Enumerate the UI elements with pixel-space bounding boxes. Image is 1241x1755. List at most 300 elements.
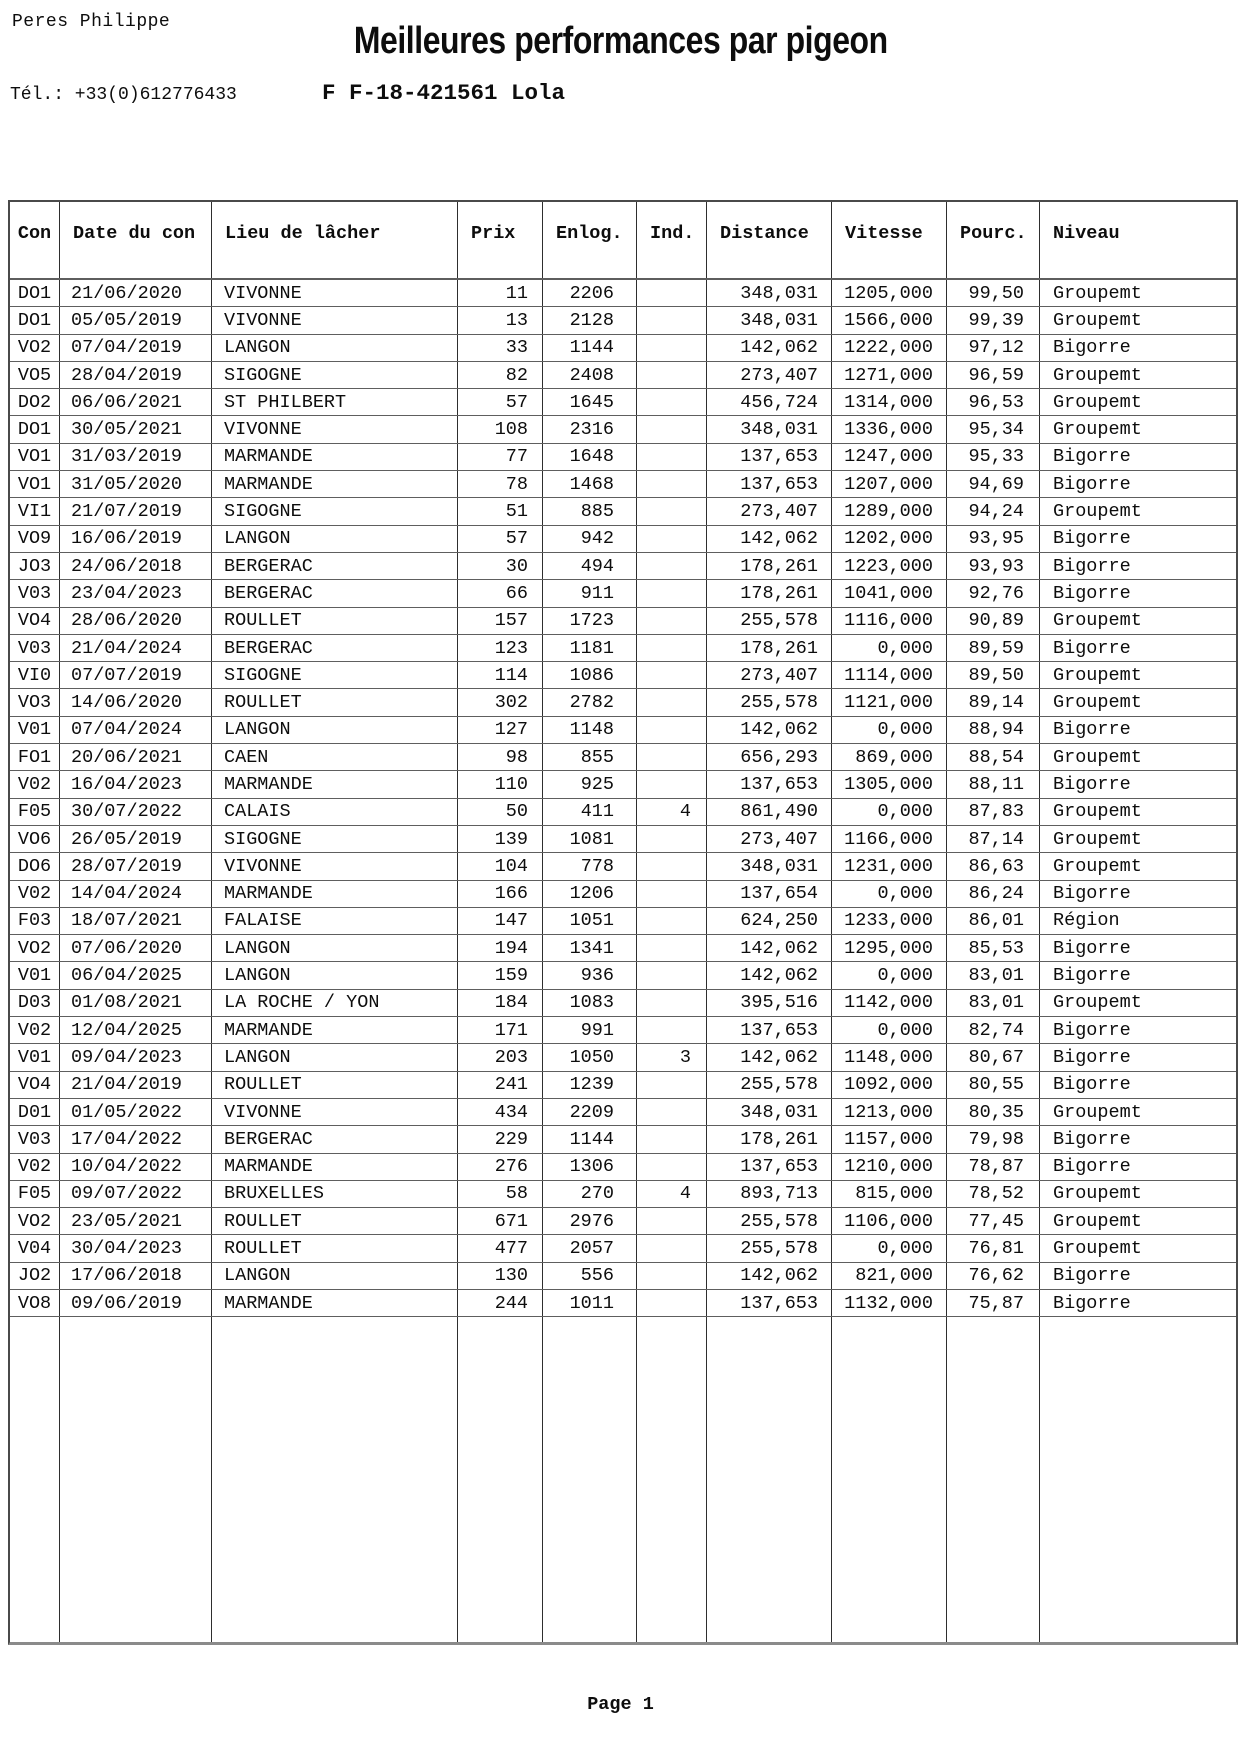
- cell-enlog: 1648: [543, 444, 637, 470]
- cell-lieu: SIGOGNE: [212, 662, 458, 688]
- cell-prix: 671: [458, 1208, 543, 1234]
- cell-date: 17/06/2018: [60, 1263, 212, 1289]
- header-cell-niveau: Niveau: [1053, 223, 1120, 244]
- cell-con: V02: [10, 881, 60, 907]
- cell-con: DO1: [10, 307, 60, 333]
- cell-vitesse: 1314,000: [832, 389, 947, 415]
- cell-lieu: VIVONNE: [212, 280, 458, 306]
- cell-pourc: 78,52: [947, 1181, 1040, 1207]
- cell-vitesse: 1233,000: [832, 908, 947, 934]
- cell-enlog: 2408: [543, 362, 637, 388]
- cell-prix: 130: [458, 1263, 543, 1289]
- cell-distance: 348,031: [707, 416, 832, 442]
- cell-niveau: Groupemt: [1053, 664, 1142, 686]
- cell-con: FO1: [10, 744, 60, 770]
- cell-lieu: VIVONNE: [212, 416, 458, 442]
- cell-vitesse: 1092,000: [832, 1072, 947, 1098]
- cell-vitesse: 1205,000: [832, 280, 947, 306]
- cell-ind: [637, 1208, 707, 1234]
- cell-ind: 3: [637, 1044, 707, 1070]
- cell-date: 21/04/2024: [60, 635, 212, 661]
- cell-prix: 166: [458, 881, 543, 907]
- cell-enlog: 925: [543, 771, 637, 797]
- cell-date: 24/06/2018: [60, 553, 212, 579]
- cell-con: VO3: [10, 689, 60, 715]
- table-row: [10, 526, 1236, 553]
- table-empty-area: [10, 1317, 1236, 1642]
- empty-cell-ind: [637, 1317, 707, 1642]
- cell-niveau: Bigorre: [1053, 965, 1131, 987]
- cell-con: VI1: [10, 498, 60, 524]
- cell-pourc: 76,81: [947, 1235, 1040, 1261]
- cell-distance: 142,062: [707, 335, 832, 361]
- cell-niveau: Bigorre: [1053, 1019, 1131, 1041]
- cell-vitesse: 821,000: [832, 1263, 947, 1289]
- cell-ind: [637, 689, 707, 715]
- cell-vitesse: 1207,000: [832, 471, 947, 497]
- cell-pourc: 89,59: [947, 635, 1040, 661]
- table-row: [10, 580, 1236, 607]
- cell-pourc: 88,11: [947, 771, 1040, 797]
- cell-pourc: 86,01: [947, 908, 1040, 934]
- cell-enlog: 885: [543, 498, 637, 524]
- cell-prix: 123: [458, 635, 543, 661]
- cell-distance: 137,654: [707, 881, 832, 907]
- table-row: [10, 990, 1236, 1017]
- cell-niveau: Groupemt: [1053, 501, 1142, 523]
- cell-con: JO3: [10, 553, 60, 579]
- cell-lieu: BERGERAC: [212, 635, 458, 661]
- cell-vitesse: 0,000: [832, 1235, 947, 1261]
- empty-cell-enlog: [543, 1317, 637, 1642]
- cell-niveau: Groupemt: [1053, 1238, 1142, 1260]
- cell-pourc: 82,74: [947, 1017, 1040, 1043]
- cell-vitesse: 1222,000: [832, 335, 947, 361]
- cell-niveau: Groupemt: [1053, 1183, 1142, 1205]
- cell-date: 28/07/2019: [60, 853, 212, 879]
- cell-date: 18/07/2021: [60, 908, 212, 934]
- cell-enlog: 1723: [543, 608, 637, 634]
- cell-distance: 456,724: [707, 389, 832, 415]
- header-cell-pourc: Pourc.: [947, 202, 1040, 278]
- cell-pourc: 83,01: [947, 962, 1040, 988]
- cell-lieu: LA ROCHE / YON: [212, 990, 458, 1016]
- page-title: Meilleures performances par pigeon: [353, 20, 888, 62]
- cell-lieu: BRUXELLES: [212, 1181, 458, 1207]
- cell-date: 09/07/2022: [60, 1181, 212, 1207]
- cell-enlog: 270: [543, 1181, 637, 1207]
- table-row: [10, 1099, 1236, 1126]
- cell-pourc: 80,55: [947, 1072, 1040, 1098]
- cell-lieu: MARMANDE: [212, 1154, 458, 1180]
- cell-pourc: 78,87: [947, 1154, 1040, 1180]
- cell-date: 16/06/2019: [60, 526, 212, 552]
- cell-con: F05: [10, 799, 60, 825]
- cell-vitesse: 1202,000: [832, 526, 947, 552]
- cell-prix: 58: [458, 1181, 543, 1207]
- cell-ind: [637, 853, 707, 879]
- cell-date: 30/04/2023: [60, 1235, 212, 1261]
- cell-pourc: 86,24: [947, 881, 1040, 907]
- cell-ind: [637, 662, 707, 688]
- cell-prix: 159: [458, 962, 543, 988]
- cell-vitesse: 1121,000: [832, 689, 947, 715]
- cell-con: VO4: [10, 1072, 60, 1098]
- cell-date: 07/04/2024: [60, 717, 212, 743]
- table-row: [10, 1017, 1236, 1044]
- cell-ind: [637, 1263, 707, 1289]
- cell-con: VO1: [10, 471, 60, 497]
- table-row: [10, 416, 1236, 443]
- cell-pourc: 94,69: [947, 471, 1040, 497]
- cell-lieu: MARMANDE: [212, 444, 458, 470]
- table-row: [10, 389, 1236, 416]
- cell-lieu: MARMANDE: [212, 471, 458, 497]
- cell-enlog: 1144: [543, 335, 637, 361]
- empty-cell-distance: [707, 1317, 832, 1642]
- cell-distance: 348,031: [707, 853, 832, 879]
- cell-vitesse: 1041,000: [832, 580, 947, 606]
- cell-enlog: 1148: [543, 717, 637, 743]
- cell-con: DO1: [10, 416, 60, 442]
- cell-niveau: Bigorre: [1053, 1265, 1131, 1287]
- header-cell-vitesse: Vitesse: [832, 202, 947, 278]
- cell-niveau: Groupemt: [1053, 855, 1142, 877]
- cell-con: V01: [10, 1044, 60, 1070]
- cell-prix: 13: [458, 307, 543, 333]
- cell-enlog: 1239: [543, 1072, 637, 1098]
- cell-lieu: LANGON: [212, 335, 458, 361]
- table-row: [10, 1181, 1236, 1208]
- cell-ind: [637, 280, 707, 306]
- cell-date: 10/04/2022: [60, 1154, 212, 1180]
- cell-distance: 893,713: [707, 1181, 832, 1207]
- owner-name: Peres Philippe: [12, 12, 171, 32]
- table-row: [10, 635, 1236, 662]
- cell-vitesse: 0,000: [832, 717, 947, 743]
- cell-niveau: Bigorre: [1053, 937, 1131, 959]
- cell-date: 09/06/2019: [60, 1290, 212, 1316]
- cell-enlog: 1645: [543, 389, 637, 415]
- cell-enlog: 2209: [543, 1099, 637, 1125]
- cell-enlog: 1051: [543, 908, 637, 934]
- cell-date: 31/03/2019: [60, 444, 212, 470]
- cell-niveau: Bigorre: [1053, 637, 1131, 659]
- table-row: [10, 444, 1236, 471]
- cell-distance: 273,407: [707, 826, 832, 852]
- cell-con: VO5: [10, 362, 60, 388]
- cell-ind: 4: [637, 1181, 707, 1207]
- empty-cell-lieu: [212, 1317, 458, 1642]
- cell-lieu: MARMANDE: [212, 771, 458, 797]
- cell-date: 30/05/2021: [60, 416, 212, 442]
- cell-distance: 395,516: [707, 990, 832, 1016]
- empty-cell-vitesse: [832, 1317, 947, 1642]
- cell-enlog: 1468: [543, 471, 637, 497]
- cell-niveau: Groupemt: [1053, 419, 1142, 441]
- cell-niveau: Groupemt: [1053, 1210, 1142, 1232]
- cell-prix: 114: [458, 662, 543, 688]
- cell-enlog: 1206: [543, 881, 637, 907]
- cell-ind: [637, 1099, 707, 1125]
- table-row: [10, 744, 1236, 771]
- cell-niveau: Bigorre: [1053, 473, 1131, 495]
- cell-distance: 142,062: [707, 962, 832, 988]
- cell-enlog: 556: [543, 1263, 637, 1289]
- table-row: [10, 498, 1236, 525]
- cell-ind: [637, 1235, 707, 1261]
- cell-enlog: 2976: [543, 1208, 637, 1234]
- cell-distance: 137,653: [707, 444, 832, 470]
- cell-prix: 203: [458, 1044, 543, 1070]
- cell-vitesse: 1289,000: [832, 498, 947, 524]
- cell-lieu: MARMANDE: [212, 1017, 458, 1043]
- cell-prix: 51: [458, 498, 543, 524]
- cell-lieu: ROULLET: [212, 608, 458, 634]
- cell-enlog: 494: [543, 553, 637, 579]
- table-row: [10, 471, 1236, 498]
- cell-niveau: Bigorre: [1053, 1292, 1131, 1314]
- cell-date: 21/07/2019: [60, 498, 212, 524]
- cell-vitesse: 1132,000: [832, 1290, 947, 1316]
- cell-date: 30/07/2022: [60, 799, 212, 825]
- cell-pourc: 75,87: [947, 1290, 1040, 1316]
- table-row: [10, 608, 1236, 635]
- header-cell-con: Con: [10, 202, 60, 278]
- cell-prix: 110: [458, 771, 543, 797]
- cell-pourc: 85,53: [947, 935, 1040, 961]
- cell-pourc: 92,76: [947, 580, 1040, 606]
- cell-enlog: 1011: [543, 1290, 637, 1316]
- cell-con: VO2: [10, 935, 60, 961]
- table-row: [10, 853, 1236, 880]
- cell-pourc: 96,59: [947, 362, 1040, 388]
- cell-niveau: Groupemt: [1053, 746, 1142, 768]
- cell-lieu: MARMANDE: [212, 1290, 458, 1316]
- cell-date: 05/05/2019: [60, 307, 212, 333]
- cell-niveau: Groupemt: [1053, 282, 1142, 304]
- table-row: [10, 935, 1236, 962]
- cell-ind: [637, 335, 707, 361]
- cell-con: DO6: [10, 853, 60, 879]
- cell-prix: 98: [458, 744, 543, 770]
- cell-lieu: BERGERAC: [212, 580, 458, 606]
- cell-prix: 244: [458, 1290, 543, 1316]
- cell-ind: [637, 1017, 707, 1043]
- cell-distance: 142,062: [707, 717, 832, 743]
- cell-distance: 137,653: [707, 1290, 832, 1316]
- cell-pourc: 99,39: [947, 307, 1040, 333]
- cell-date: 16/04/2023: [60, 771, 212, 797]
- cell-enlog: 1306: [543, 1154, 637, 1180]
- cell-con: F05: [10, 1181, 60, 1207]
- cell-ind: [637, 881, 707, 907]
- header-cell-lieu: Lieu de lâcher: [212, 202, 458, 278]
- cell-pourc: 87,83: [947, 799, 1040, 825]
- cell-ind: [637, 1126, 707, 1152]
- cell-con: D03: [10, 990, 60, 1016]
- cell-lieu: LANGON: [212, 935, 458, 961]
- cell-prix: 77: [458, 444, 543, 470]
- cell-niveau: Bigorre: [1053, 528, 1131, 550]
- cell-prix: 66: [458, 580, 543, 606]
- cell-prix: 11: [458, 280, 543, 306]
- cell-distance: 255,578: [707, 1072, 832, 1098]
- cell-vitesse: 1247,000: [832, 444, 947, 470]
- cell-ind: [637, 990, 707, 1016]
- cell-lieu: SIGOGNE: [212, 498, 458, 524]
- cell-enlog: 1086: [543, 662, 637, 688]
- cell-lieu: CALAIS: [212, 799, 458, 825]
- cell-enlog: 2057: [543, 1235, 637, 1261]
- table-row: [10, 1263, 1236, 1290]
- performance-table: [8, 200, 1238, 1645]
- cell-pourc: 79,98: [947, 1126, 1040, 1152]
- cell-distance: 255,578: [707, 608, 832, 634]
- cell-lieu: MARMANDE: [212, 881, 458, 907]
- cell-date: 14/06/2020: [60, 689, 212, 715]
- cell-enlog: 1181: [543, 635, 637, 661]
- cell-date: 28/06/2020: [60, 608, 212, 634]
- table-row: [10, 962, 1236, 989]
- table-row: [10, 826, 1236, 853]
- cell-distance: 348,031: [707, 280, 832, 306]
- cell-prix: 78: [458, 471, 543, 497]
- cell-distance: 255,578: [707, 689, 832, 715]
- cell-niveau: Groupemt: [1053, 828, 1142, 850]
- cell-con: V04: [10, 1235, 60, 1261]
- cell-lieu: LANGON: [212, 526, 458, 552]
- cell-prix: 57: [458, 389, 543, 415]
- cell-niveau: Bigorre: [1053, 1046, 1131, 1068]
- cell-vitesse: 1223,000: [832, 553, 947, 579]
- cell-con: V03: [10, 1126, 60, 1152]
- cell-date: 06/06/2021: [60, 389, 212, 415]
- table-row: [10, 335, 1236, 362]
- cell-ind: [637, 608, 707, 634]
- cell-niveau: Groupemt: [1053, 992, 1142, 1014]
- cell-vitesse: 0,000: [832, 962, 947, 988]
- cell-ind: [637, 962, 707, 988]
- cell-prix: 194: [458, 935, 543, 961]
- cell-con: VI0: [10, 662, 60, 688]
- page-number: Page 1: [587, 1694, 654, 1715]
- cell-lieu: SIGOGNE: [212, 826, 458, 852]
- cell-date: 07/07/2019: [60, 662, 212, 688]
- cell-vitesse: 1116,000: [832, 608, 947, 634]
- cell-con: VO9: [10, 526, 60, 552]
- cell-lieu: ROULLET: [212, 1072, 458, 1098]
- cell-ind: [637, 444, 707, 470]
- cell-date: 14/04/2024: [60, 881, 212, 907]
- cell-ind: [637, 553, 707, 579]
- cell-prix: 147: [458, 908, 543, 934]
- cell-con: JO2: [10, 1263, 60, 1289]
- cell-lieu: ROULLET: [212, 689, 458, 715]
- cell-con: VO4: [10, 608, 60, 634]
- cell-date: 09/04/2023: [60, 1044, 212, 1070]
- cell-niveau: Bigorre: [1053, 883, 1131, 905]
- table-row: [10, 1290, 1236, 1317]
- empty-cell-niveau: [1040, 1317, 1236, 1642]
- cell-lieu: ST PHILBERT: [212, 389, 458, 415]
- cell-enlog: 1081: [543, 826, 637, 852]
- cell-lieu: VIVONNE: [212, 1099, 458, 1125]
- cell-date: 23/05/2021: [60, 1208, 212, 1234]
- cell-lieu: LANGON: [212, 1044, 458, 1070]
- cell-con: DO1: [10, 280, 60, 306]
- cell-distance: 861,490: [707, 799, 832, 825]
- cell-niveau: Groupemt: [1053, 364, 1142, 386]
- cell-vitesse: 1106,000: [832, 1208, 947, 1234]
- table-row: [10, 307, 1236, 334]
- cell-distance: 273,407: [707, 498, 832, 524]
- cell-distance: 178,261: [707, 1126, 832, 1152]
- table-body: [10, 280, 1236, 1317]
- cell-lieu: VIVONNE: [212, 853, 458, 879]
- cell-lieu: ROULLET: [212, 1235, 458, 1261]
- table-row: [10, 1072, 1236, 1099]
- cell-date: 01/05/2022: [60, 1099, 212, 1125]
- cell-distance: 348,031: [707, 307, 832, 333]
- cell-distance: 178,261: [707, 635, 832, 661]
- cell-prix: 229: [458, 1126, 543, 1152]
- cell-pourc: 89,50: [947, 662, 1040, 688]
- cell-pourc: 94,24: [947, 498, 1040, 524]
- cell-pourc: 93,95: [947, 526, 1040, 552]
- cell-date: 26/05/2019: [60, 826, 212, 852]
- cell-lieu: LANGON: [212, 962, 458, 988]
- header-cell-ind: Ind.: [637, 202, 707, 278]
- cell-distance: 137,653: [707, 1017, 832, 1043]
- cell-prix: 33: [458, 335, 543, 361]
- cell-distance: 273,407: [707, 662, 832, 688]
- cell-prix: 184: [458, 990, 543, 1016]
- cell-enlog: 411: [543, 799, 637, 825]
- cell-prix: 30: [458, 553, 543, 579]
- cell-pourc: 77,45: [947, 1208, 1040, 1234]
- cell-lieu: SIGOGNE: [212, 362, 458, 388]
- cell-date: 17/04/2022: [60, 1126, 212, 1152]
- cell-niveau: Bigorre: [1053, 1074, 1131, 1096]
- cell-enlog: 936: [543, 962, 637, 988]
- cell-pourc: 95,34: [947, 416, 1040, 442]
- cell-vitesse: 1213,000: [832, 1099, 947, 1125]
- cell-ind: [637, 771, 707, 797]
- cell-date: 07/04/2019: [60, 335, 212, 361]
- cell-con: VO2: [10, 335, 60, 361]
- cell-prix: 50: [458, 799, 543, 825]
- cell-prix: 171: [458, 1017, 543, 1043]
- cell-enlog: 2782: [543, 689, 637, 715]
- cell-distance: 348,031: [707, 1099, 832, 1125]
- cell-distance: 624,250: [707, 908, 832, 934]
- cell-con: V01: [10, 962, 60, 988]
- cell-lieu: FALAISE: [212, 908, 458, 934]
- cell-niveau: Groupemt: [1053, 1101, 1142, 1123]
- phone-number: Tél.: +33(0)612776433: [10, 85, 237, 105]
- cell-distance: 137,653: [707, 471, 832, 497]
- cell-con: VO2: [10, 1208, 60, 1234]
- cell-date: 06/04/2025: [60, 962, 212, 988]
- cell-vitesse: 1148,000: [832, 1044, 947, 1070]
- cell-niveau: Groupemt: [1053, 692, 1142, 714]
- table-row: [10, 1235, 1236, 1262]
- cell-ind: [637, 744, 707, 770]
- cell-distance: 255,578: [707, 1235, 832, 1261]
- cell-ind: [637, 362, 707, 388]
- cell-pourc: 86,63: [947, 853, 1040, 879]
